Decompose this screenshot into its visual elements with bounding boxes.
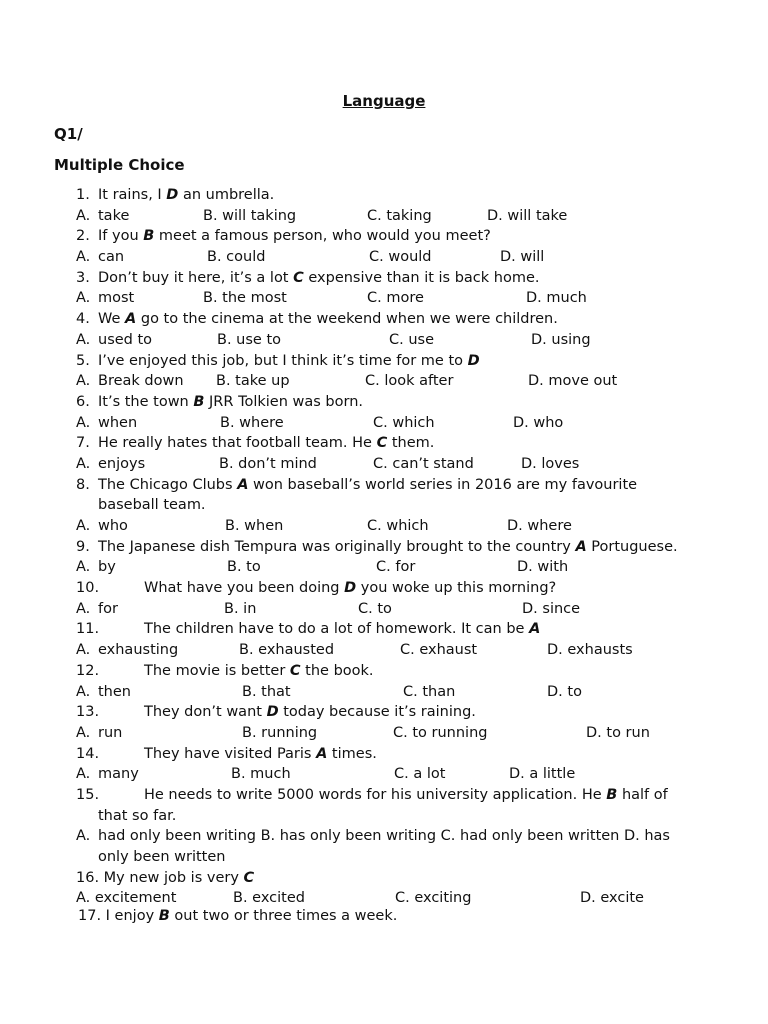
option-letter: A.: [76, 600, 91, 617]
question-number: 7.: [76, 435, 90, 452]
question-stem: The children have to do a lot of homework. It can be A: [144, 621, 541, 638]
option-letter: A.: [76, 290, 91, 307]
option-row: [0, 330, 768, 351]
option[interactable]: by: [98, 559, 116, 576]
option-letter: A.: [76, 683, 91, 700]
option-row-continued: [0, 847, 768, 868]
option[interactable]: C. which: [367, 518, 429, 534]
question-stem: The Japanese dish Tempura was originally brought to the country A Portuguese.: [98, 538, 678, 555]
option[interactable]: C. which: [373, 414, 435, 431]
question-number: 13.: [76, 704, 100, 721]
question-line: [0, 268, 768, 289]
answer-letter: B: [143, 228, 155, 245]
option-row: [0, 826, 768, 847]
option[interactable]: B. will taking: [203, 207, 297, 224]
option[interactable]: used to: [98, 331, 153, 348]
option[interactable]: C. exhaust: [400, 642, 478, 659]
option-row: [0, 371, 768, 392]
option[interactable]: B. excited: [233, 890, 305, 907]
option-row: [0, 454, 768, 475]
option[interactable]: B. running: [242, 724, 318, 741]
option-letter: A.: [76, 373, 91, 390]
question-number: 1.: [76, 187, 90, 203]
answer-letter: C: [243, 869, 255, 886]
question-line: [0, 537, 768, 558]
option[interactable]: B. to: [227, 559, 261, 576]
question-line: [0, 392, 768, 413]
option[interactable]: B. exhausted: [239, 642, 335, 659]
option-letter: A.: [76, 331, 91, 348]
option[interactable]: had only been writing B. has only been writing C. had only been written D. has: [98, 828, 670, 845]
answer-letter: C: [376, 435, 388, 452]
question-stem: They have visited Paris A times.: [144, 745, 377, 762]
question-stem: The Chicago Clubs A won baseball’s world series in 2016 are my favourite: [98, 476, 638, 493]
option-row: [0, 516, 768, 537]
question-number: 5.: [76, 352, 90, 369]
question-number: 12.: [76, 662, 100, 679]
question-line: [0, 351, 768, 372]
option[interactable]: run: [98, 724, 123, 741]
option[interactable]: take: [98, 207, 130, 224]
option[interactable]: D. to: [547, 683, 582, 700]
option[interactable]: many: [98, 766, 139, 783]
option[interactable]: C. to running: [393, 724, 488, 741]
question-continuation: [0, 806, 768, 827]
option[interactable]: D. using: [531, 331, 591, 348]
question-stem: 17. I enjoy B out two or three times a week.: [78, 907, 398, 924]
question-stem: Don’t buy it here, it’s a lot C expensive than it is back home.: [98, 269, 540, 286]
question-line: [0, 309, 768, 330]
option[interactable]: B. don’t mind: [219, 455, 317, 472]
answer-letter: B: [158, 907, 170, 924]
option-letter: A.: [76, 455, 91, 472]
option-row: [0, 723, 768, 744]
question-number: 11.: [76, 621, 100, 638]
option[interactable]: C. use: [389, 331, 435, 348]
answer-letter: A: [125, 311, 137, 328]
option[interactable]: who: [98, 518, 128, 534]
option[interactable]: can: [98, 249, 125, 266]
question-stem-continued: that so far.: [98, 807, 177, 824]
option[interactable]: D. will: [500, 249, 545, 266]
page-title: Language: [342, 92, 426, 110]
option-letter: A.: [76, 414, 91, 431]
option[interactable]: D. with: [517, 559, 569, 576]
answer-letter: D: [166, 187, 179, 203]
question-number: 10.: [76, 580, 100, 597]
section-label: Q1/: [54, 125, 83, 143]
option-row: [0, 413, 768, 434]
option-row: [0, 247, 768, 268]
option[interactable]: B. that: [242, 683, 291, 700]
option[interactable]: D. exhausts: [547, 642, 633, 659]
answer-letter: D: [467, 352, 480, 369]
question-list: [0, 185, 768, 927]
question-line: [0, 702, 768, 723]
question-line: [0, 619, 768, 640]
option[interactable]: D. excite: [580, 890, 644, 907]
option-letter: A.: [76, 642, 91, 659]
option[interactable]: C. than: [403, 683, 456, 700]
option[interactable]: B. use to: [217, 331, 281, 348]
option[interactable]: only been written: [98, 849, 226, 865]
option[interactable]: D. will take: [487, 207, 568, 224]
answer-letter: A: [575, 538, 587, 555]
question-stem-continued: baseball team.: [98, 497, 206, 514]
option[interactable]: C. for: [376, 559, 416, 576]
option[interactable]: C. exciting: [395, 890, 472, 907]
option[interactable]: C. a lot: [394, 766, 446, 783]
option-row: [0, 599, 768, 620]
option[interactable]: D. to run: [586, 724, 650, 741]
question-stem: We A go to the cinema at the weekend when we were children.: [98, 311, 558, 328]
question-line: [0, 226, 768, 247]
question-stem: It rains, I D an umbrella.: [98, 187, 275, 203]
option[interactable]: Break down: [98, 373, 184, 390]
option[interactable]: C. would: [369, 249, 432, 266]
question-number: 15.: [76, 786, 100, 803]
option[interactable]: D. move out: [528, 373, 618, 390]
question-line: [0, 578, 768, 599]
question-stem: If you B meet a famous person, who would you meet?: [98, 228, 491, 245]
option[interactable]: exhausting: [98, 642, 179, 659]
question-stem: I’ve enjoyed this job, but I think it’s time for me to D: [98, 352, 480, 369]
option[interactable]: for: [98, 600, 118, 617]
option-row: [0, 206, 768, 227]
option[interactable]: B. the most: [203, 290, 287, 307]
option[interactable]: C. more: [367, 290, 424, 307]
question-stem: 16. My new job is very C: [76, 869, 255, 886]
answer-letter: B: [606, 786, 618, 803]
option[interactable]: when: [98, 414, 138, 431]
option-letter: A.: [76, 724, 91, 741]
option[interactable]: B. when: [225, 518, 284, 534]
answer-letter: C: [289, 662, 301, 679]
option-row: [0, 557, 768, 578]
question-stem: It’s the town B JRR Tolkien was born.: [98, 393, 363, 410]
option[interactable]: B. where: [220, 414, 284, 431]
question-line: [0, 785, 768, 806]
answer-letter: A: [237, 476, 249, 493]
option[interactable]: enjoys: [98, 455, 146, 472]
option[interactable]: B. in: [224, 600, 257, 617]
answer-letter: B: [193, 393, 205, 410]
question-number: 4.: [76, 311, 90, 328]
option[interactable]: B. take up: [216, 373, 290, 390]
question-line: [0, 868, 768, 889]
option[interactable]: C. look after: [365, 373, 454, 390]
option[interactable]: most: [98, 290, 135, 307]
answer-letter: D: [344, 580, 357, 597]
answer-letter: A: [316, 745, 328, 762]
question-stem: They don’t want D today because it’s raining.: [144, 704, 476, 721]
option-row: [0, 682, 768, 703]
option-letter: A.: [76, 207, 91, 224]
answer-letter: D: [266, 704, 279, 721]
question-number: 6.: [76, 393, 90, 410]
option-letter: A.: [76, 828, 91, 845]
question-line: [0, 744, 768, 765]
question-continuation: [0, 495, 768, 516]
question-stem: The movie is better C the book.: [144, 662, 374, 679]
option-row: [0, 888, 768, 906]
option[interactable]: B. much: [231, 766, 291, 783]
question-number: 3.: [76, 269, 90, 286]
option[interactable]: C. to: [358, 600, 392, 617]
option-letter: A.: [76, 559, 91, 576]
question-line: [0, 433, 768, 454]
option[interactable]: D. loves: [521, 455, 580, 472]
option[interactable]: D. a little: [509, 766, 576, 783]
question-line: [0, 475, 768, 496]
question-number: 9.: [76, 538, 90, 555]
option[interactable]: D. much: [526, 290, 587, 307]
question-stem: He needs to write 5000 words for his university application. He B half of: [144, 786, 668, 803]
option[interactable]: D. who: [513, 414, 564, 431]
option-letter: A.: [76, 249, 91, 266]
question-line: [0, 906, 768, 927]
section-subtitle: Multiple Choice: [54, 156, 185, 174]
option-letter: A.: [76, 518, 91, 534]
option[interactable]: B. could: [207, 249, 266, 266]
question-number: 14.: [76, 745, 100, 762]
answer-letter: C: [293, 269, 304, 286]
option-letter: A.: [76, 766, 91, 783]
question-number: 8.: [76, 476, 90, 493]
option[interactable]: C. can’t stand: [373, 455, 474, 472]
question-line: [0, 185, 768, 206]
option-row: [0, 288, 768, 309]
answer-letter: A: [529, 621, 541, 638]
question-number: 2.: [76, 228, 90, 245]
question-line: [0, 661, 768, 682]
option-row: [0, 764, 768, 785]
option[interactable]: then: [98, 683, 131, 700]
question-stem: He really hates that football team. He C them.: [98, 435, 435, 452]
option[interactable]: D. where: [507, 518, 572, 534]
option[interactable]: A. excitement: [76, 890, 177, 907]
option-row: [0, 640, 768, 661]
option[interactable]: D. since: [522, 600, 581, 617]
option[interactable]: C. taking: [367, 207, 432, 224]
question-stem: What have you been doing D you woke up this morning?: [144, 580, 557, 597]
